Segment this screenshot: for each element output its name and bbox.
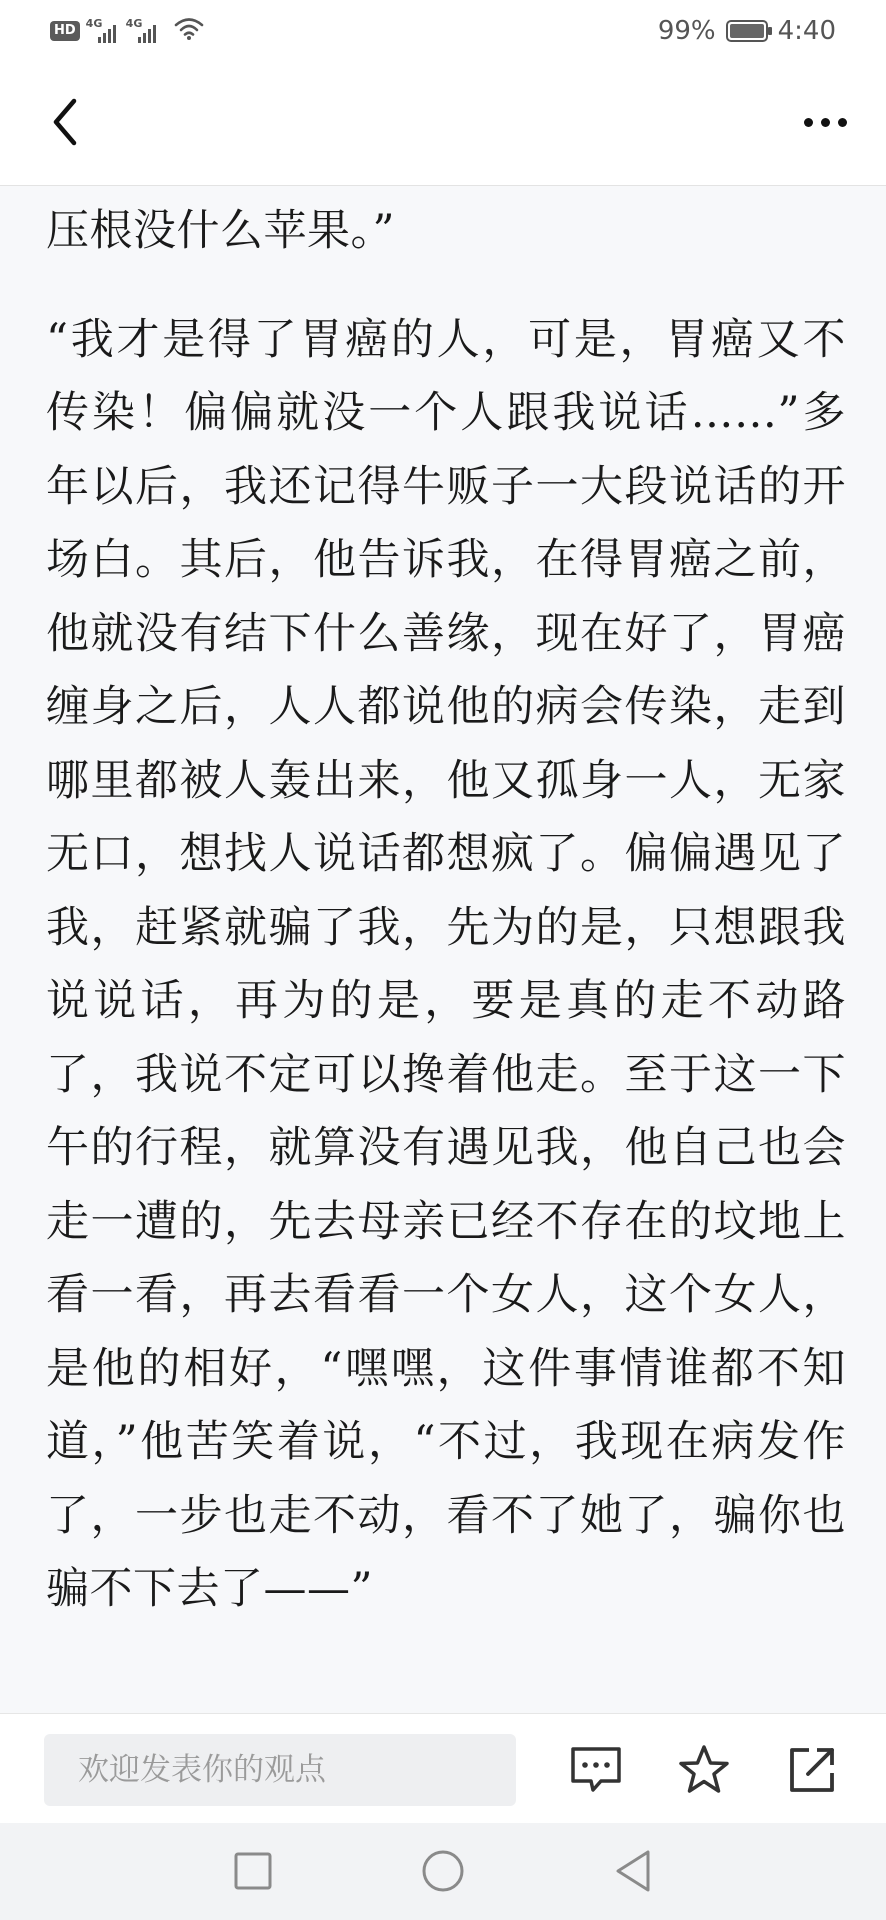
clock: 4:40 bbox=[777, 16, 836, 46]
back-button[interactable] bbox=[36, 92, 96, 152]
comment-button[interactable] bbox=[566, 1740, 626, 1800]
battery-icon bbox=[726, 20, 768, 42]
chevron-left-icon bbox=[48, 97, 84, 147]
star-icon bbox=[677, 1744, 731, 1796]
article-paragraph: “我才是得了胃癌的人，可是，胃癌又不传染！偏偏就没一个人跟我说话……”多年以后，我还记得牛贩子一大段说话的开场白。其后，他告诉我，在得胃癌之前，他就没有结下什么善缘，现在好了，胃癌缠身之后，人人都说他的病会传染，走到哪里都被人轰出来，他又孤身一人，无家无口，想找人说话都想疯了。偏偏遇见了我，赶紧就骗了我，先为的是，只想跟我说说话，再为的是，要是真的走不动路了，我说不定可以搀着他走。至于这一下午的行程，就算没有遇见我，他自己也会走一遭的，先去母亲已经不存在的坟地上看一看，再去看看一个女人，这个女人，是他的相好，“嘿嘿，这件事情谁都不知道，”他苦笑着说，“不过，我现在病发作了，一步也走不动，看不了她了，骗你也骗不下去了——” bbox=[46, 314, 846, 1614]
back-triangle-icon bbox=[613, 1849, 653, 1893]
comment-icon bbox=[569, 1745, 623, 1795]
share-icon bbox=[787, 1745, 837, 1795]
home-button[interactable] bbox=[415, 1843, 471, 1899]
status-bar-left bbox=[50, 14, 204, 48]
network-type-label: 4G bbox=[125, 17, 143, 30]
wifi-icon bbox=[174, 17, 204, 45]
system-nav-bar bbox=[0, 1823, 886, 1920]
article-paragraph: 压根没什么苹果。” bbox=[46, 206, 395, 256]
recent-apps-button[interactable] bbox=[225, 1843, 281, 1899]
home-icon bbox=[421, 1849, 465, 1893]
action-bar bbox=[0, 1713, 886, 1823]
article-body bbox=[46, 186, 846, 1713]
battery-percent: 99% bbox=[657, 16, 716, 46]
share-button[interactable] bbox=[782, 1740, 842, 1800]
more-button[interactable] bbox=[790, 92, 860, 152]
status-bar-right bbox=[658, 14, 836, 48]
network-type-label: 4G bbox=[85, 17, 103, 30]
hd-icon: HD bbox=[50, 21, 80, 41]
status-bar bbox=[0, 0, 886, 62]
signal-icon bbox=[85, 17, 116, 43]
recent-apps-icon bbox=[233, 1851, 273, 1891]
comment-input[interactable] bbox=[44, 1734, 516, 1806]
more-dots-icon bbox=[804, 118, 847, 127]
system-back-button[interactable] bbox=[605, 1843, 661, 1899]
signal-icon bbox=[125, 17, 162, 43]
title-bar bbox=[0, 62, 886, 186]
favorite-button[interactable] bbox=[674, 1740, 734, 1800]
